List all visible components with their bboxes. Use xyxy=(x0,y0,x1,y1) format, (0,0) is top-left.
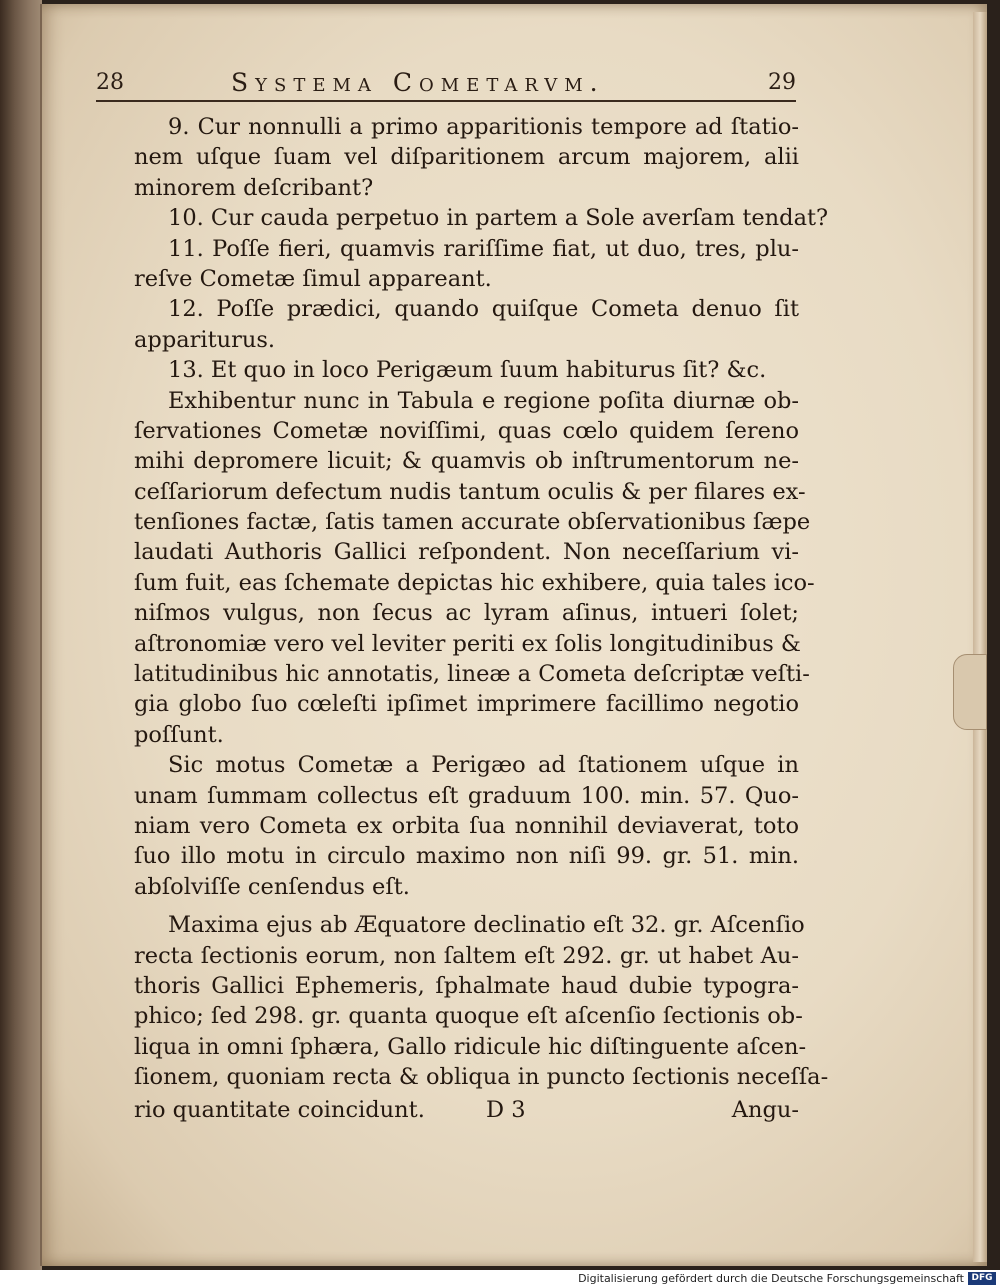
text-line: latitudinibus hic annotatis, lineæ a Cometa deſcriptæ veſti- xyxy=(134,661,810,688)
text-line: ſum fuit, eas ſchemate depictas hic exhibere, quia tales ico- xyxy=(134,569,815,596)
text-line: recta ſectionis eorum, non ſaltem eſt 292. gr. ut habet Au- xyxy=(134,942,799,969)
text-line: gia globo ſuo cœleſti ipſimet imprimere facillimo negotio xyxy=(134,691,799,718)
paragraph-gap xyxy=(134,902,799,910)
running-title: Systema Cometarvm. xyxy=(231,68,605,97)
page-number-right: 29 xyxy=(768,70,796,95)
text-line: liqua in omni ſphæra, Gallo ridicule hic diſtinguente aſcen- xyxy=(134,1033,807,1060)
text-line: tenſiones factæ, ſatis tamen accurate obſervationibus ſæpe xyxy=(134,509,811,536)
text-line: laudati Authoris Gallici reſpondent. Non neceſſarium vi- xyxy=(134,539,799,566)
text-line: aſtronomiæ vero vel leviter periti ex ſolis longitudinibus & xyxy=(134,630,801,657)
page-fore-edge xyxy=(973,12,987,1262)
text-line: Maxima ejus ab Æquatore declinatio eſt 32. gr. Aſcenſio xyxy=(168,912,805,939)
footer-bar xyxy=(0,1270,1000,1288)
text-line: Sic motus Cometæ a Perigæo ad ſtationem uſque in xyxy=(168,752,799,779)
body-text xyxy=(134,112,829,1093)
page-number-left: 28 xyxy=(96,70,124,95)
page-clip xyxy=(953,654,987,730)
text-line: poſſunt. xyxy=(134,721,224,748)
text-line: ceſſariorum defectum nudis tantum oculis & per filares ex- xyxy=(134,478,806,505)
text-line: mihi depromere licuit; & quamvis ob inſtrumentorum ne- xyxy=(134,448,799,475)
dfg-logo-icon: DFG xyxy=(968,1272,996,1285)
text-line: abſolviſſe cenſendus eſt. xyxy=(134,873,410,900)
text-line: 9. Cur nonnulli a primo apparitionis tempore ad ſtatio- xyxy=(168,114,799,140)
funding-credit: Digitalisierung gefördert durch die Deutsche Forschungsgemeinschaft xyxy=(578,1272,964,1285)
text-line: Exhibentur nunc in Tabula e regione poſita diurnæ ob- xyxy=(168,387,799,414)
text-line: ſuo illo motu in circulo maximo non niſi 99. gr. 51. min. xyxy=(134,843,799,870)
text-line: unam ſummam collectus eſt graduum 100. min. 57. Quo- xyxy=(134,782,799,809)
text-line: 12. Poſſe prædici, quando quiſque Cometa denuo ſit xyxy=(168,296,799,323)
signature-mark: D 3 xyxy=(486,1097,526,1123)
text-line: minorem deſcribant? xyxy=(134,174,374,201)
text-line: 10. Cur cauda perpetuo in partem a Sole averſam tendat? xyxy=(168,205,829,232)
text-line: niſmos vulgus, non ſecus ac lyram aſinus, intueri ſolet; xyxy=(134,600,799,627)
text-line: thoris Gallici Ephemeris, ſphalmate haud dubie typogra- xyxy=(134,972,799,999)
text-line: appariturus. xyxy=(134,326,276,353)
text-line: nem uſque ſuam vel diſparitionem arcum majorem, alii xyxy=(134,144,799,171)
final-line xyxy=(134,1097,799,1127)
final-line-text: rio quantitate coincidunt. xyxy=(134,1097,425,1123)
text-line: 13. Et quo in loco Perigæum ſuum habiturus ſit? &c. xyxy=(168,357,767,384)
left-page-edge xyxy=(0,0,42,1270)
text-line: niam vero Cometa ex orbita ſua nonnihil deviaverat, toto xyxy=(134,812,799,839)
text-line: ſionem, quoniam recta & obliqua in puncto ſectionis neceſſa- xyxy=(134,1064,829,1091)
header-rule xyxy=(96,100,796,102)
running-header xyxy=(96,62,796,102)
text-line: ſervationes Cometæ noviſſimi, quas cœlo quidem ſereno xyxy=(134,417,799,444)
text-line: reſve Cometæ ſimul appareant. xyxy=(134,265,492,292)
catchword: Angu- xyxy=(731,1097,799,1123)
text-line: phico; ſed 298. gr. quanta quoque eſt aſcenſio ſectionis ob- xyxy=(134,1003,803,1030)
text-line: 11. Poſſe fieri, quamvis rariſſime fiat, ut duo, tres, plu- xyxy=(168,235,799,262)
